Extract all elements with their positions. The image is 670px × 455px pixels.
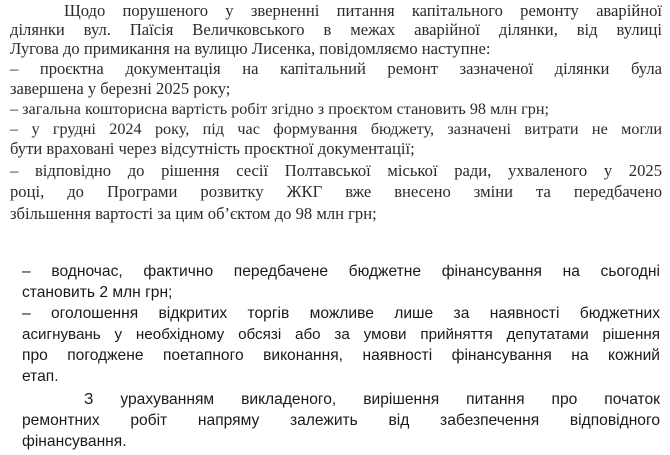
text-line: про погоджене поетапного виконання, наявності фінансування на кожний: [22, 347, 660, 364]
text-line: становить 2 млн грн;: [22, 284, 173, 301]
text-line: фінансування.: [22, 433, 127, 450]
text-line: ділянки вул. Паїсія Величковського в межах аварійної ділянки, від вулиці: [10, 20, 662, 39]
text-line: ремонтних робіт напряму залежить від забезпечення відповідного: [22, 412, 660, 429]
text-line: завершена у березні 2025 року;: [10, 79, 231, 98]
text-line: Лугова до примикання на вулицю Лисенка, повідомляємо наступне:: [10, 39, 491, 58]
text-line: – у грудні 2024 року, під час формування бюджету, зазначені витрати не могли: [10, 120, 662, 138]
text-line: бути враховані через відсутність проєктної документації;: [10, 139, 415, 158]
text-line: році, до Програми розвитку ЖКГ вже внесено зміни та передбачено: [10, 182, 662, 201]
text-line: асигнувань у необхідному обсязі або за умови прийняття депутатами рішення: [22, 326, 660, 343]
text-line: Щодо порушеного у зверненні питання капітального ремонту аварійної: [64, 1, 662, 20]
text-line: – оголошення відкритих торгів можливе лише за наявності бюджетних: [22, 305, 660, 322]
text-line: етап.: [22, 368, 59, 385]
text-line: збільшення вартості за цим об’єктом до 98 млн грн;: [10, 204, 377, 223]
text-line: – проєктна документація на капітальний ремонт зазначеної ділянки була: [10, 59, 662, 78]
text-line: – відповідно до рішення сесії Полтавської міської ради, ухваленого у 2025: [10, 161, 662, 180]
text-line: – загальна кошторисна вартість робіт згідно з проєктом становить 98 млн грн;: [10, 100, 549, 118]
text-line: – водночас, фактично передбачене бюджетне фінансування на сьогодні: [22, 263, 660, 280]
text-line: З урахуванням викладеного, вирішення питання про початок: [84, 391, 660, 408]
